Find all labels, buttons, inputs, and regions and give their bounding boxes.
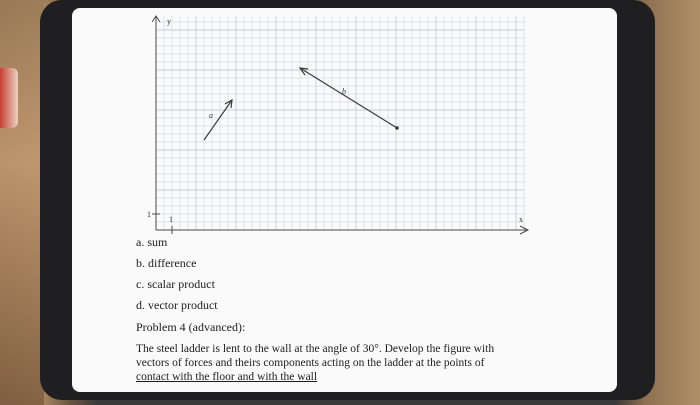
y-axis-label: y [167,17,171,26]
item-d-vector-product: d. vector product [136,298,218,312]
vector-b-label: b [342,87,346,96]
vector-b [300,68,399,130]
vector-a-label: a [209,111,213,120]
y-unit-label: 1 [147,210,151,219]
vector-b-arrowhead [300,68,308,75]
countertop-background [0,0,44,405]
background-object [0,68,18,128]
x-axis-label: x [519,215,523,224]
item-a-sum: a. sum [136,235,168,249]
vector-b-line [300,68,397,128]
vector-b-tail-dot [395,126,399,130]
item-c-scalar-product: c. scalar product [136,277,215,291]
tablet-screen [72,8,617,392]
problem-text-line-1: The steel ladder is lent to the wall at the angle of 30°. Develop the figure with [136,343,495,355]
item-b-difference: b. difference [136,256,197,270]
problem-heading: Problem 4 (advanced): [136,320,246,334]
x-unit-label: 1 [169,215,173,224]
grid-lines [156,16,524,230]
problem-text-line-2: vectors of forces and theirs components acting on the ladder at the points of [136,357,485,369]
coordinate-grid [72,8,617,248]
problem-text-line-3: contact with the floor and with the wall [136,371,318,383]
